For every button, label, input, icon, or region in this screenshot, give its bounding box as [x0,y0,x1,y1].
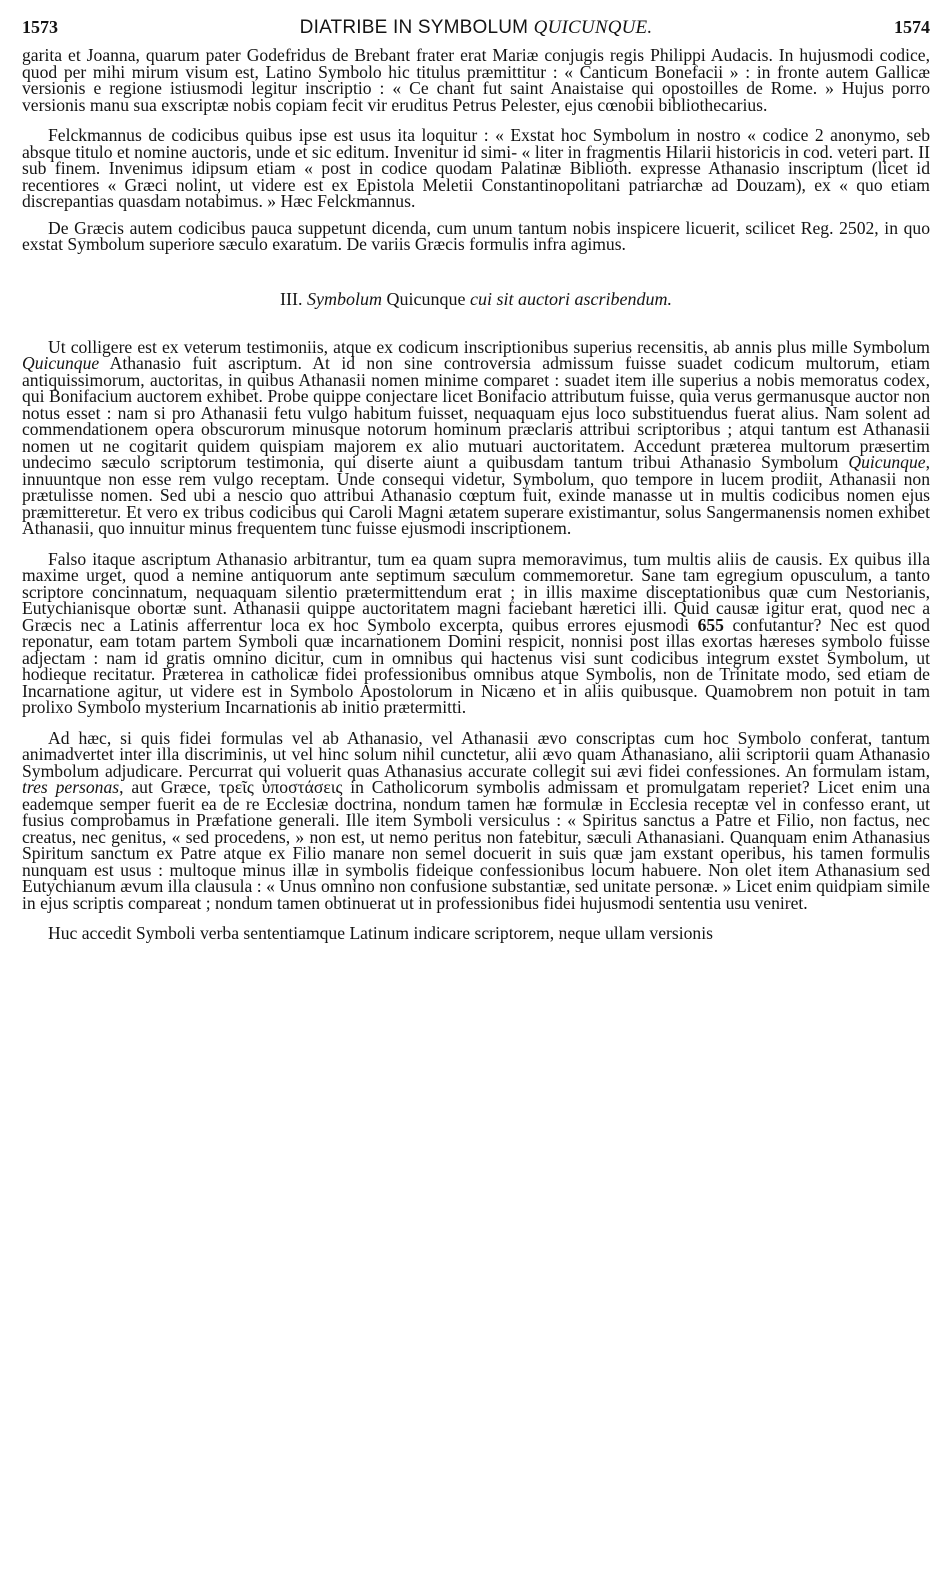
text-run: Falso itaque ascriptum Athanasio arbitrantur, tum ea quam supra memoravimus, tum multis aliis de causis. Ex quibus illa maxime urget, quod a nemine antiquorum ante septimum sæculum commemoretur. Sane tam egregium opusculum, a tanto scriptore concinnatum, nequaquam silentio prætermittendum erat ; in illis maxime disceptationibus quæ cum Nestorianis, Eutychianisque obortæ sunt. Athanasii quippe auctoritatem magni faciebant hæretici illi. Quid causæ igitur erat, quod nec a Græcis nec a Latinis afferrentur loca ex hoc Symbolo excerpta, quibus errores ejusmodi [22,548,930,635]
text-run: Athanasio fuit ascriptum. At id non sine controversia admissum fuisse suadet codicum multorum, etiam antiquissimorum, auctoritas, in quibus Athanasii nomen minime comparet : suadet item ille superius a nobis memoratus codex, qui Bonifacium auctorem exhibet. Probe quippe conjectare licet Bonifacio attributum fuisse, quia verus germanusque auctor non notus esset : nam si pro Athanasii fetu vulgo habitum fuisset, nequaquam ejus loco substituendus fuerat alius. Nam solent ad commendationem opera obscurorum minusque notorum hominum præclaris attribui scriptoribus ; atqui tantum est Athanasii nomen ut ne cogitarit quidem quispiam majorem ex alio mutuari auctoritatem. Accedunt præterea multorum præsertim undecimo sæculo scriptorum testimonia, qui diserte aiunt a quibusdam tantum tribui Athanasio Symbolum [22,353,930,472]
running-title [300,17,653,39]
paragraph-continuation: garita et Joanna, quarum pater Godefridus de Brebant frater erat Mariæ conjugis regis Philippi Audacis. In hujusmodi codice, quod per mihi mirum visum est, Latino Symbolo hic titulus præmittitur : « Canticum Bonefacii » : in fronte autem Gallicæ versionis e regione istiusmodi legitur inscriptio : « Ce chant fut saint Anaistaise qui opostoilles de Rome. » Hujus porro versionis manu sua exscriptæ nobis copiam fecit vir eruditus Petrus Pelester, ejus cœnobii bibliothecarius. [22,45,930,115]
text-run: confutantur? Nec est quod reponatur, eam totam partem Symboli quæ incarnationem Domini respicit, nonnisi post illas exortas hæreses symbolo fuisse adjectam : nam id gratis omnino dicitur, cum in omnibus qui hactenus visi sunt codicibus integrum exstet Symbolum, ut hodieque recitatur. Præterea in catholicæ fidei professionibus omnibus atque Symbolis, non de Trinitate modo, sed etiam de Incarnatione agitur, ut videre est in Symbolo Apostolorum in Nicæno et in aliis quibusque. Quamobrem non potuit in tam prolixo Symbolo mysterium Incarnationis ab initio prætermitti. [22,614,930,717]
running-header [22,16,930,39]
running-title-plain: DIATRIBE IN SYMBOLUM [299,17,534,38]
italic-quicunque: Quicunque [848,452,926,472]
section-title-plain: Quicunque [386,288,466,309]
paragraph-felckmannus: Felckmannus de codicibus quibus ipse est usus ita loquitur : « Exstat hoc Symbolum in nostro « codice 2 anonymo, seb absque titulo et nomine auctoris, unde et sic editum. Invenitur id simi- « liter in fragmentis Hilarii historicis in cod. veteri part. II sub finem. Invenimus idipsum etiam « post in codice quodam Palatinæ Biblioth. expresse Athanasio inscriptum (licet id recentiores « Græci nolint, ut videre est ex Epistola Meletii Constantinopolitani patriarchæ ad Douzam), ex « quo etiam discrepantias quasdam notabimus. » Hæc Felckmannus. [22,125,930,211]
running-title-italic: QUICUNQUE. [533,17,653,38]
page-number-right: 1574 [893,17,930,37]
paragraph-ad-haec [22,727,930,913]
text-run: Ut colligere est ex veterum testimoniis, atque ex codicum inscriptionibus superius recensitis, ab annis plus mille Symbolum [48,336,930,357]
column-number-655: 655 [697,614,724,635]
text-run: Ad hæc, si quis fidei formulas vel ab Athanasio, vel Athanasii ævo conscriptas cum hoc Symbolo conferat, tantum animadvertet inter illa discriminis, ut vel hinc solum nihil cunctetur, alii ævo quam Athanasiano, alii scriptorii quam Athanasio Symbolum adjudicare. Percurrat qui voluerit quas Athanasius accurate collegit sui ævi fidei confessiones. An formulam istam, [22,727,930,781]
paragraph-falso-itaque [22,548,930,717]
paragraph-ut-colligere [22,336,930,538]
italic-quicunque: Quicunque [22,353,100,373]
text-run: , innuuntque non esse rem vulgo receptam. Unde consequi videtur, Symbolum, quo tempore in lucem prodiit, Athanasii non prætulisse nomen. Sed ubi a nescio quo attribui Athanasio cœptum fuit, exinde manasse ut in multis codicibus nomen ejus præmitteretur. Et vero ex tribus codicibus qui Caroli Magni ætatem superare existimantur, solus Sangermanensis nomen exhibet Athanasii, quo innuitur minus frequentem tunc fuisse ejusmodi inscriptionem. [22,452,930,538]
page-number-left: 1573 [22,17,58,37]
paragraph-graeci-codices: De Græcis autem codicibus pauca suppetunt dicenda, cum unum tantum nobis inspicere licuerit, scilicet Reg. 2502, in quo exstat Symbolum superiore sæculo exaratum. De variis Græcis formulis infra agimus. [22,217,930,254]
section-heading [22,289,930,309]
section-number: III. [280,288,303,309]
greek-phrase: τρεῖς ὑποστάσεις [218,777,343,797]
section-title-italic-b: cui sit auctori ascribendum. [469,288,672,309]
text-run: in Catholicorum symbolis admissam et promulgatam reperiet? Licet enim una eademque semper fuerit ea de re Ecclesiæ doctrina, nondum tamen hæ formulæ in Ecclesia receptæ vel in confesso erant, ut fusius comprobamus in Præfatione generali. Ille item Symboli versiculus : « Spiritus sanctus a Patre et Filio, non factus, nec creatus, nec genitus, « sed procedens, » non est, ut nemo peritus non fatebitur, sæculi Athanasiani. Quanquam enim Athanasius Spiritum sanctum ex Patre atque ex Filio manare non semel docuerit in suis quæ jam exstant operibus, his tamen formulis nunquam est usus : multoque minus illæ in symbolis fideique confessionibus locum habuere. Non olet item Athanasium sed Eutychianum ævum illa clausula : « Unus omnino non confusione substantiæ, sed unitate personæ. » Licet enim quidpiam simile in ejus scriptis compareat ; nondum tamen obtinuerat ut in professionibus fidei hujusmodi sententia usu veniret. [22,777,930,913]
text-run: , aut Græce, [119,777,219,797]
section-title-italic-a: Symbolum [307,288,382,309]
italic-tres-personas: tres personas [22,777,120,797]
paragraph-huc-accedit: Huc accedit Symboli verba sententiamque Latinum indicare scriptorem, neque ullam versionis [48,923,713,943]
